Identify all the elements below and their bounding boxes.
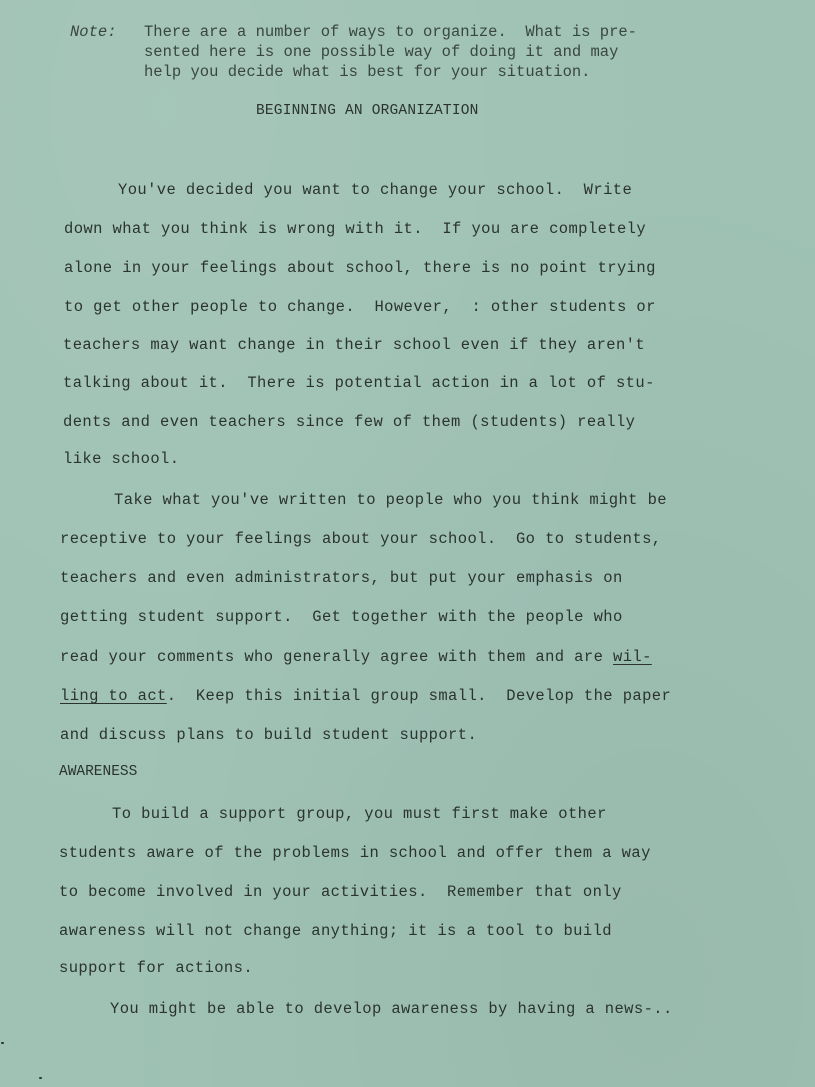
awareness-line: You might be able to develop awareness by having a news-.. [110,1000,673,1018]
body-line [60,687,671,705]
note-line: help you decide what is best for your situation. [144,63,591,81]
body-line: alone in your feelings about school, there is no point trying [64,259,656,277]
note-text [144,22,704,82]
body-line: You've decided you want to change your school. Write [118,181,633,199]
awareness-line: students aware of the problems in school and offer them a way [59,844,651,862]
note-line: There are a number of ways to organize. What is pre- [144,23,637,41]
underlined-text: ling to act [60,687,167,705]
underlined-text: wil- [613,648,652,666]
paper-speck [1,1042,4,1044]
awareness-line: support for actions. [59,959,254,977]
body-line: Take what you've written to people who you think might be [114,491,667,509]
awareness-line: To build a support group, you must first make other [112,805,607,823]
awareness-line: to become involved in your activities. Remember that only [59,883,622,901]
body-line: dents and even teachers since few of them (students) really [63,413,636,431]
paper-speck [39,1077,42,1079]
awareness-line: awareness will not change anything; it is a tool to build [59,922,612,940]
body-line: down what you think is wrong with it. If you are completely [64,220,647,238]
body-line: like school. [63,450,180,468]
note-line: sented here is one possible way of doing it and may [144,43,619,61]
body-line-text: read your comments who generally agree with them and are [60,648,613,666]
body-line-text: . Keep this initial group small. Develop the paper [166,687,672,705]
note-label: Note: [70,23,117,41]
section-title: AWARENESS [59,764,138,780]
body-line [60,648,652,666]
page-title: BEGINNING AN ORGANIZATION [256,103,479,119]
body-line: and discuss plans to build student support. [60,726,478,744]
body-line: teachers and even administrators, but put your emphasis on [60,569,623,587]
body-line: talking about it. There is potential action in a lot of stu- [63,374,655,392]
body-line: teachers may want change in their school even if they aren't [63,336,646,354]
body-line: receptive to your feelings about your school. Go to students, [60,530,662,548]
body-line: getting student support. Get together with the people who [60,608,623,626]
body-line: to get other people to change. However, : other students or [64,298,656,316]
